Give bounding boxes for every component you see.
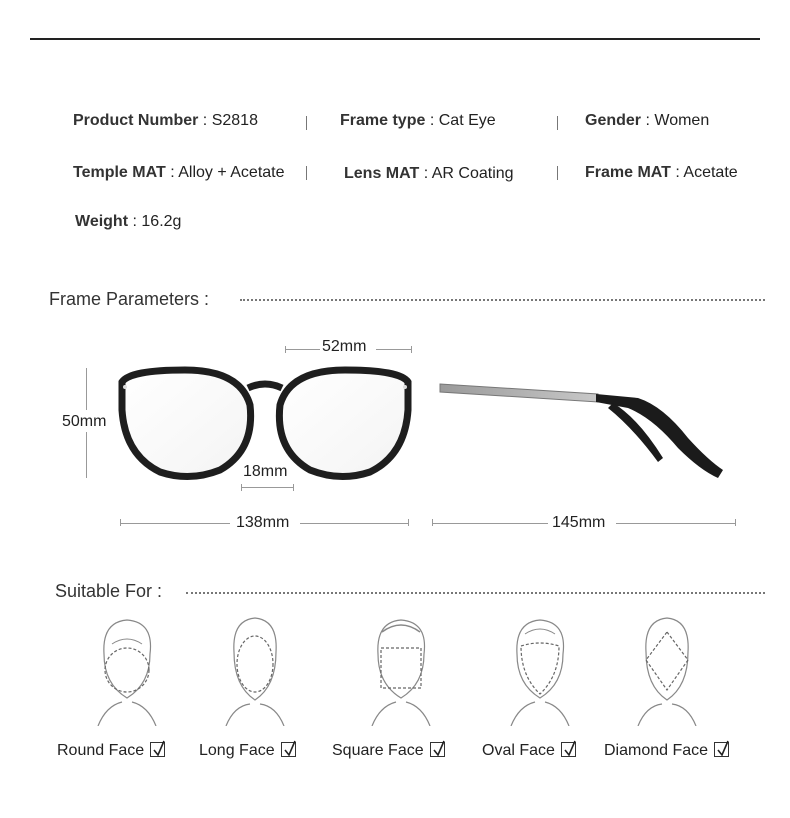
face-label-text: Round Face <box>57 742 145 759</box>
spec-colon: : <box>645 112 650 129</box>
spec-separator <box>557 166 558 180</box>
section-dotted-rule <box>186 592 765 594</box>
spec-frame-mat <box>585 164 738 182</box>
spec-colon: : <box>132 213 137 230</box>
spec-value: Alloy + Acetate <box>178 164 285 181</box>
dimension-line <box>432 523 548 524</box>
spec-label: Lens MAT <box>344 165 420 182</box>
spec-label: Gender <box>585 112 642 129</box>
face-label-round <box>57 742 165 760</box>
spec-colon: : <box>170 164 175 181</box>
spec-label: Frame type <box>340 112 426 129</box>
checkmark-icon <box>714 742 729 757</box>
suitable-for-title: Suitable For : <box>55 581 163 601</box>
spec-label: Product Number <box>73 112 199 129</box>
dimension-line <box>286 349 320 350</box>
dimension-tick <box>241 484 242 491</box>
spec-label: Weight <box>75 213 129 230</box>
dimension-line <box>86 432 87 478</box>
spec-product-number <box>73 112 258 130</box>
glasses-side-image <box>438 378 733 483</box>
spec-separator <box>306 116 307 130</box>
spec-colon: : <box>202 112 208 129</box>
dimension-tick <box>735 519 736 526</box>
top-divider <box>30 38 760 40</box>
long-face-icon <box>220 614 290 726</box>
spec-colon: : <box>675 164 680 181</box>
round-face-icon <box>92 614 162 726</box>
face-label-square <box>332 742 445 760</box>
face-label-long <box>199 742 296 760</box>
temple-length-label: 145mm <box>552 514 606 531</box>
spec-separator <box>306 166 307 180</box>
lens-width-label: 52mm <box>322 338 367 355</box>
dimension-line <box>241 487 293 488</box>
dimension-line <box>376 349 412 350</box>
dimension-line <box>86 368 87 410</box>
oval-face-icon <box>505 614 575 726</box>
section-dotted-rule <box>240 299 765 301</box>
frame-width-label: 138mm <box>236 514 290 531</box>
dimension-line <box>616 523 736 524</box>
face-label-text: Long Face <box>199 742 275 759</box>
spec-value: S2818 <box>211 112 258 129</box>
dimension-tick <box>293 484 294 491</box>
spec-value: Cat Eye <box>438 112 496 129</box>
spec-value: Acetate <box>683 164 738 181</box>
spec-lens-mat <box>344 165 514 183</box>
dimension-tick <box>408 519 409 526</box>
spec-value: 16.2g <box>141 213 182 230</box>
bridge-width-label: 18mm <box>243 463 288 480</box>
dimension-line <box>300 523 409 524</box>
square-face-icon <box>366 614 436 726</box>
face-label-oval <box>482 742 576 760</box>
checkmark-icon <box>430 742 445 757</box>
spec-separator <box>557 116 558 130</box>
face-label-text: Diamond Face <box>604 742 709 759</box>
spec-label: Frame MAT <box>585 164 671 181</box>
checkmark-icon <box>561 742 576 757</box>
spec-value: AR Coating <box>431 165 514 182</box>
dimension-tick <box>285 346 286 353</box>
face-label-text: Oval Face <box>482 742 555 759</box>
spec-weight <box>75 213 181 231</box>
checkmark-icon <box>150 742 165 757</box>
face-label-text: Square Face <box>332 742 424 759</box>
spec-colon: : <box>423 165 429 182</box>
spec-label: Temple MAT <box>73 164 166 181</box>
spec-temple-mat <box>73 164 285 182</box>
spec-gender <box>585 112 709 130</box>
diamond-face-icon <box>632 614 702 726</box>
spec-value: Women <box>654 112 710 129</box>
spec-frame-type <box>340 112 496 130</box>
lens-height-label: 50mm <box>62 413 107 430</box>
spec-colon: : <box>429 112 435 129</box>
frame-parameters-title: Frame Parameters : <box>49 289 210 309</box>
face-label-diamond <box>604 742 729 760</box>
checkmark-icon <box>281 742 296 757</box>
dimension-tick <box>411 346 412 353</box>
dimension-line <box>120 523 230 524</box>
